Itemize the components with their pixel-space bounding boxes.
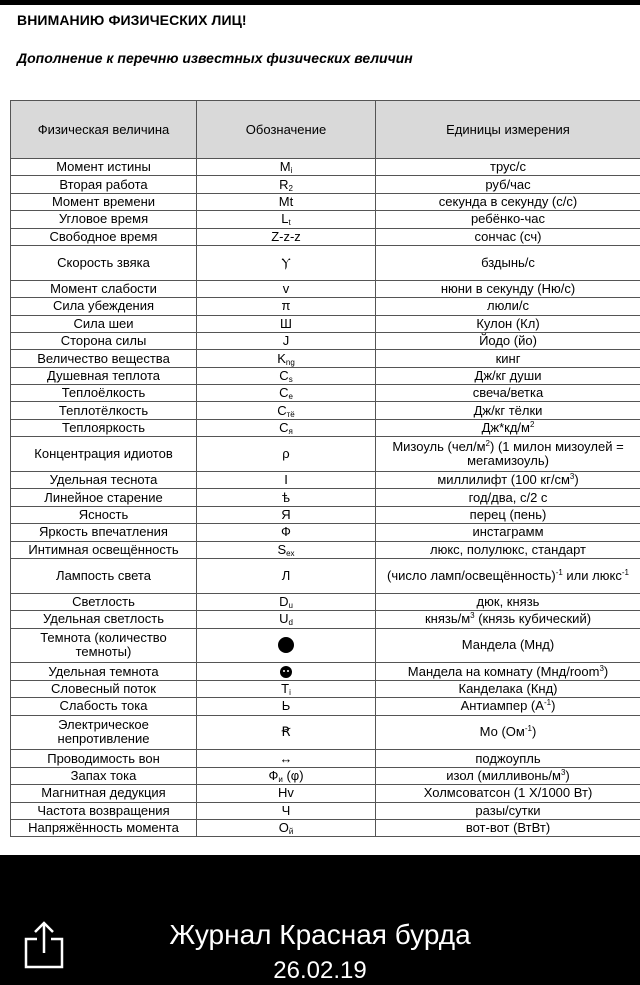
symbol-main: Ф (268, 768, 278, 783)
symbol-main: Л (282, 568, 291, 583)
post-date: 26.02.19 (0, 957, 640, 985)
quantity-symbol (197, 785, 376, 802)
quantity-symbol (197, 628, 376, 663)
quantity-name: Удельная темнота (11, 663, 197, 680)
units-main: миллилифт (100 кг/см (437, 472, 570, 487)
quantity-name: Ясность (11, 506, 197, 523)
units-superscript: -1 (556, 568, 563, 577)
quantity-name: Свободное время (11, 228, 197, 245)
quantity-units (376, 245, 640, 280)
table-row (11, 802, 640, 819)
symbol-main: D (279, 594, 288, 609)
symbol-subscript: 2 (288, 184, 292, 193)
quantity-symbol (197, 715, 376, 750)
quantity-units (376, 193, 640, 210)
header-symbol: Обозначение (197, 101, 376, 159)
symbol-main: U (279, 611, 288, 626)
units-main: Антиампер (A (461, 698, 544, 713)
quantity-symbol (197, 559, 376, 594)
symbol-main: Ⲩ (281, 255, 290, 270)
journal-title: Журнал Красная бурда (0, 919, 640, 951)
quantity-symbol (197, 802, 376, 819)
units-main: Кулон (Кл) (476, 316, 539, 331)
quantity-name: Момент истины (11, 159, 197, 176)
quantity-symbol (197, 332, 376, 349)
quantity-units (376, 698, 640, 715)
symbol-main: Z-z-z (271, 229, 301, 244)
units-main: год/два, с/2 с (469, 490, 548, 505)
symbol-tail: (φ) (283, 768, 304, 783)
units-superscript: 3 (470, 611, 474, 620)
quantity-symbol (197, 419, 376, 436)
symbol-subscript: i (291, 166, 293, 175)
units-main: Мандела на комнату (Мнд/room (408, 664, 600, 679)
quantity-symbol (197, 367, 376, 384)
units-main: бздынь/с (481, 255, 535, 270)
units-tail: ) (604, 664, 608, 679)
units-main: Дж/кг души (475, 368, 542, 383)
symbol-subscript: e (288, 392, 292, 401)
quantity-symbol (197, 315, 376, 332)
quantity-symbol (197, 472, 376, 489)
units-main: нюни в секунду (Ню/с) (441, 281, 575, 296)
symbol-main: Mt (279, 194, 293, 209)
quantity-units (376, 402, 640, 419)
quantity-symbol (197, 298, 376, 315)
quantity-name: Сторона силы (11, 332, 197, 349)
quantity-units (376, 680, 640, 697)
symbol-main: L (281, 211, 288, 226)
symbol-subscript: й (289, 827, 293, 836)
quantity-units (376, 785, 640, 802)
quantity-units (376, 663, 640, 680)
quantities-table (10, 100, 640, 837)
quantity-units (376, 559, 640, 594)
units-main: люкс, полулюкс, стандарт (430, 542, 586, 557)
quantity-units (376, 298, 640, 315)
table-row (11, 698, 640, 715)
quantity-name: Словесный поток (11, 680, 197, 697)
symbol-main: Ч (282, 803, 291, 818)
quantity-units (376, 472, 640, 489)
units-main: дюк, князь (477, 594, 540, 609)
quantity-name: Лампость света (11, 559, 197, 594)
symbol-main: Ф (281, 524, 291, 539)
units-main: Дж/кг тёлки (474, 403, 543, 418)
table-row (11, 593, 640, 610)
quantity-name: Вторая работа (11, 176, 197, 193)
symbol-subscript: тё (287, 410, 295, 419)
table-row (11, 211, 640, 228)
table-row (11, 385, 640, 402)
symbol-main: O (279, 820, 289, 835)
units-main: секунда в секунду (с/с) (439, 194, 577, 209)
symbol-subscript: и (278, 775, 282, 784)
symbol-main: C (279, 385, 288, 400)
units-main: Йодо (йо) (479, 333, 537, 348)
units-main: люли/с (487, 298, 529, 313)
quantity-name: Сила шеи (11, 315, 197, 332)
quantity-symbol (197, 402, 376, 419)
symbol-main: I (284, 472, 288, 487)
units-tail: ) (532, 724, 536, 739)
units-superscript-2: -1 (622, 568, 629, 577)
table-row (11, 785, 640, 802)
quantity-name: Темнота (количество темноты) (11, 628, 197, 663)
units-main: князь/м (425, 611, 470, 626)
units-main: инстаграмм (472, 524, 543, 539)
table-header-row (11, 101, 640, 159)
table-row (11, 524, 640, 541)
units-tail: ) (551, 698, 555, 713)
units-main: сончас (сч) (475, 229, 542, 244)
units-tail: или люкс (563, 568, 622, 583)
table-row (11, 419, 640, 436)
units-main: Дж*кд/м (482, 420, 530, 435)
quantity-name: Слабость тока (11, 698, 197, 715)
quantity-symbol (197, 698, 376, 715)
symbol-main: ѣ (282, 490, 290, 505)
quantity-units (376, 159, 640, 176)
symbol-subscript: t (289, 218, 291, 227)
quantity-name: Электрическое непротивление (11, 715, 197, 750)
table-row (11, 193, 640, 210)
table-row (11, 559, 640, 594)
black-circle-icon (278, 637, 294, 653)
table-row (11, 541, 640, 558)
quantity-units (376, 541, 640, 558)
units-main: свеча/ветка (473, 385, 543, 400)
quantity-symbol (197, 176, 376, 193)
units-tail: ) (565, 768, 569, 783)
table-row (11, 506, 640, 523)
symbol-main: π (282, 298, 291, 313)
units-superscript: 3 (561, 768, 565, 777)
table-row (11, 819, 640, 836)
symbol-main: Ꞧ (281, 724, 290, 739)
quantity-symbol (197, 350, 376, 367)
quantity-units (376, 350, 640, 367)
quantity-units (376, 750, 640, 767)
symbol-main: C (279, 368, 288, 383)
units-main: Канделака (Кнд) (459, 681, 558, 696)
quantity-units (376, 211, 640, 228)
quantity-name: Удельная теснота (11, 472, 197, 489)
units-superscript: 3 (570, 472, 574, 481)
symbol-main: K (277, 351, 286, 366)
symbol-main: J (283, 333, 290, 348)
symbol-main: Ш (280, 316, 292, 331)
quantity-name: Угловое время (11, 211, 197, 228)
units-superscript: 2 (486, 439, 490, 448)
table-row (11, 663, 640, 680)
quantity-name: Проводимость вон (11, 750, 197, 767)
quantity-units (376, 228, 640, 245)
units-main: перец (пень) (470, 507, 547, 522)
symbol-main: Hv (278, 785, 294, 800)
symbol-main: C (277, 403, 286, 418)
table-row (11, 715, 640, 750)
quantity-symbol (197, 159, 376, 176)
symbol-main: R (279, 177, 288, 192)
symbol-subscript: я (289, 427, 293, 436)
units-main: изол (милливонь/м (446, 768, 561, 783)
quantity-units (376, 524, 640, 541)
symbol-main: T (281, 681, 289, 696)
quantity-symbol (197, 750, 376, 767)
quantity-units (376, 419, 640, 436)
quantity-symbol (197, 680, 376, 697)
table-row (11, 750, 640, 767)
quantity-symbol (197, 767, 376, 784)
quantity-name: Теплотёлкость (11, 402, 197, 419)
table-row (11, 367, 640, 384)
units-tail: (князь кубический) (475, 611, 591, 626)
table-row (11, 402, 640, 419)
table-row (11, 280, 640, 297)
units-main: вот-вот (ВтВт) (466, 820, 550, 835)
quantity-name: Душевная теплота (11, 367, 197, 384)
header-quantity: Физическая величина (11, 101, 197, 159)
units-superscript: -1 (525, 724, 532, 733)
quantity-symbol (197, 245, 376, 280)
document-subtitle: Дополнение к перечню известных физических величин (17, 50, 413, 66)
units-main: Мандела (Мнд) (462, 637, 554, 652)
symbol-subscript: i (289, 688, 291, 697)
quantity-units (376, 819, 640, 836)
quantity-units (376, 280, 640, 297)
quantity-name: Удельная светлость (11, 611, 197, 628)
quantity-symbol (197, 211, 376, 228)
quantity-name: Теплояркость (11, 419, 197, 436)
symbol-subscript: ng (286, 358, 295, 367)
table-row (11, 437, 640, 472)
quantity-symbol (197, 819, 376, 836)
symbol-main: S (277, 542, 286, 557)
table-row (11, 245, 640, 280)
units-main: ребёнко-час (471, 211, 545, 226)
quantity-units (376, 715, 640, 750)
quantity-name: Момент времени (11, 193, 197, 210)
units-main: разы/сутки (475, 803, 540, 818)
quantity-name: Линейное старение (11, 489, 197, 506)
table-row (11, 628, 640, 663)
table-row (11, 228, 640, 245)
quantity-units (376, 367, 640, 384)
quantity-symbol (197, 437, 376, 472)
dark-face-icon (280, 666, 292, 678)
table-row (11, 489, 640, 506)
symbol-subscript: ex (286, 549, 294, 558)
quantity-symbol (197, 593, 376, 610)
quantity-units (376, 628, 640, 663)
quantity-name: Частота возвращения (11, 802, 197, 819)
quantity-symbol (197, 611, 376, 628)
quantity-units (376, 489, 640, 506)
quantity-name: Светлость (11, 593, 197, 610)
table-row (11, 332, 640, 349)
table-row (11, 298, 640, 315)
quantity-units (376, 176, 640, 193)
quantity-units (376, 767, 640, 784)
units-main: кинг (496, 351, 521, 366)
table-row (11, 176, 640, 193)
quantity-symbol (197, 193, 376, 210)
quantity-units (376, 385, 640, 402)
table-row (11, 472, 640, 489)
quantity-symbol (197, 280, 376, 297)
quantity-units (376, 611, 640, 628)
table-row (11, 315, 640, 332)
units-superscript: 3 (599, 664, 603, 673)
quantity-units (376, 802, 640, 819)
quantity-name: Интимная освещённость (11, 541, 197, 558)
table-row (11, 159, 640, 176)
symbol-main: Я (281, 507, 290, 522)
quantity-name: Теплоёлкость (11, 385, 197, 402)
quantity-units (376, 437, 640, 472)
units-main: руб/час (485, 177, 530, 192)
symbol-subscript: u (288, 601, 292, 610)
units-tail: ) (1 милон мизоулей = мегамизоуль) (467, 439, 624, 468)
quantity-symbol (197, 385, 376, 402)
units-main: Мизоуль (чел/м (392, 439, 485, 454)
units-superscript: -1 (544, 698, 551, 707)
symbol-subscript: s (289, 375, 293, 384)
quantity-units (376, 315, 640, 332)
quantity-name: Яркость впечатления (11, 524, 197, 541)
quantity-name: Напряжённость момента (11, 819, 197, 836)
table-row (11, 680, 640, 697)
table-row (11, 350, 640, 367)
quantity-name: Величество вещества (11, 350, 197, 367)
symbol-main: M (280, 159, 291, 174)
quantity-symbol (197, 663, 376, 680)
units-main: Холмсоватсон (1 Х/1000 Вт) (424, 785, 593, 800)
quantity-name: Скорость звяка (11, 245, 197, 280)
quantity-name: Сила убеждения (11, 298, 197, 315)
units-tail: ) (574, 472, 578, 487)
quantity-name: Концентрация идиотов (11, 437, 197, 472)
quantity-name: Момент слабости (11, 280, 197, 297)
header-units: Единицы измерения (376, 101, 640, 159)
notice-heading: ВНИМАНИЮ ФИЗИЧЕСКИХ ЛИЦ! (17, 12, 247, 28)
symbol-main: ↔ (280, 751, 293, 766)
quantity-units (376, 332, 640, 349)
quantity-name: Запах тока (11, 767, 197, 784)
symbol-main: Ь (282, 698, 291, 713)
units-main: поджоупль (475, 751, 540, 766)
quantity-symbol (197, 541, 376, 558)
viewer-footer (0, 855, 640, 981)
symbol-subscript: d (288, 618, 292, 627)
quantity-symbol (197, 228, 376, 245)
units-main: трус/с (490, 159, 526, 174)
table-row (11, 767, 640, 784)
document-image (0, 5, 640, 855)
quantity-symbol (197, 524, 376, 541)
quantity-symbol (197, 506, 376, 523)
symbol-main: v (283, 281, 290, 296)
quantity-units (376, 506, 640, 523)
quantity-units (376, 593, 640, 610)
units-main: Мо (Ом (480, 724, 525, 739)
symbol-main: C (279, 420, 288, 435)
symbol-main: ρ (282, 446, 289, 461)
quantity-name: Магнитная дедукция (11, 785, 197, 802)
table-row (11, 611, 640, 628)
quantity-symbol (197, 489, 376, 506)
units-main: (число ламп/освещённость) (387, 568, 556, 583)
units-superscript: 2 (530, 420, 534, 429)
